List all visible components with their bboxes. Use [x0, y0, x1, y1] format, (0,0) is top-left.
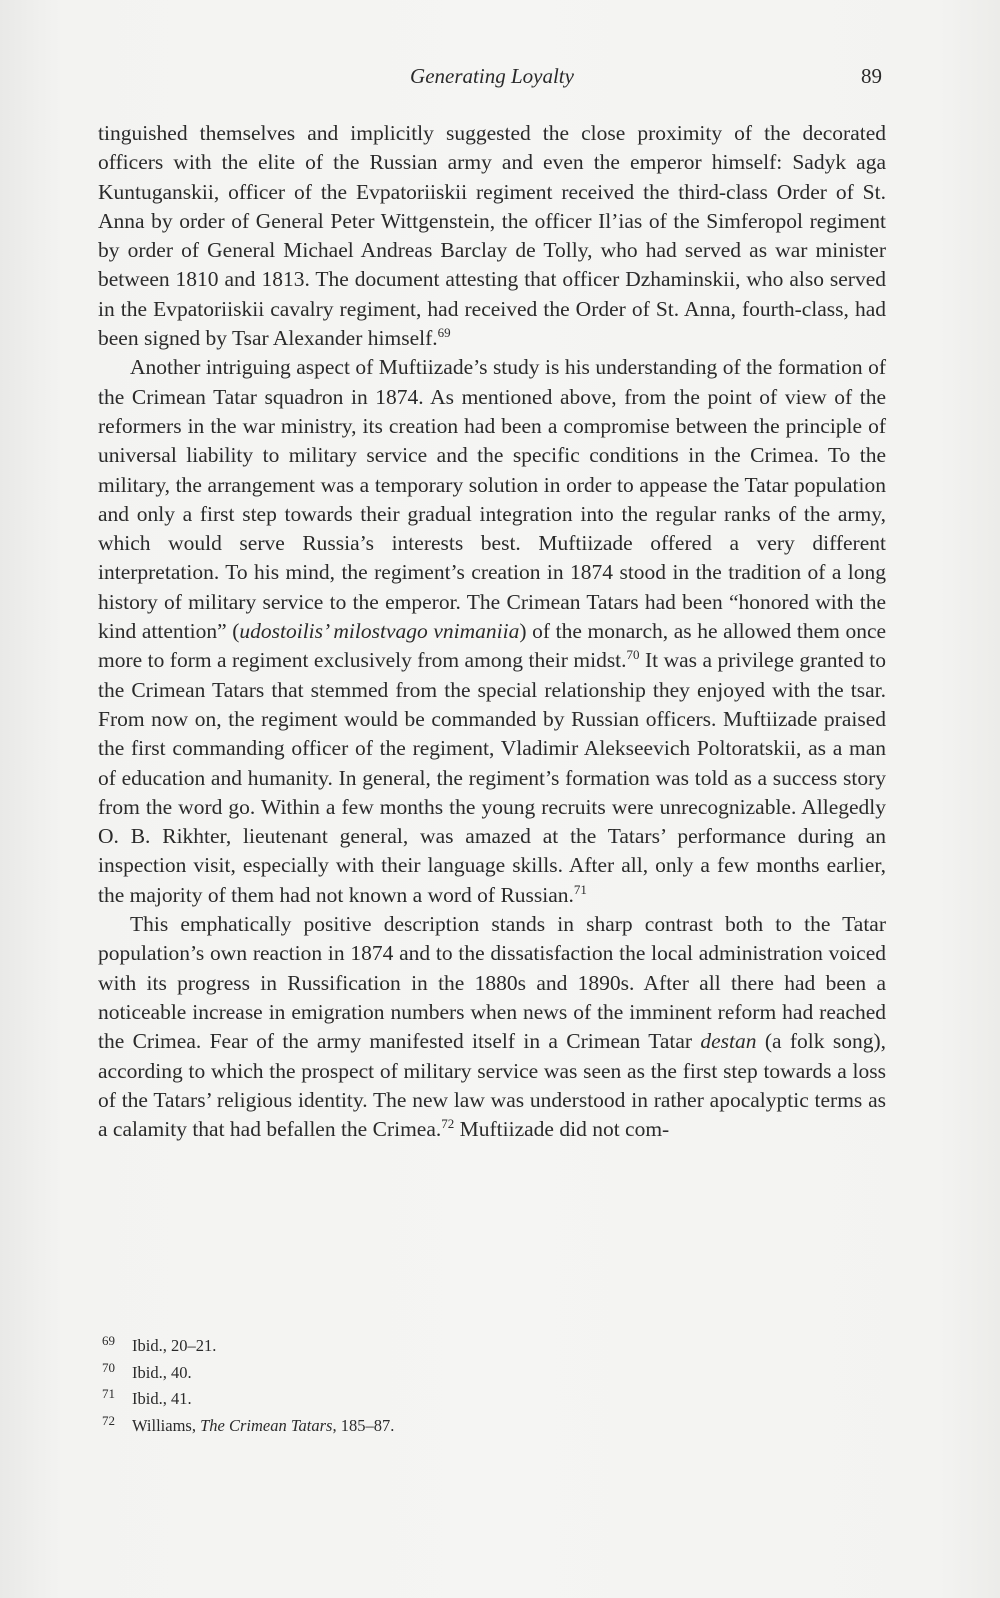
- paragraph: [98, 353, 886, 910]
- italic-text: destan: [700, 1029, 757, 1054]
- text-run: Another intriguing aspect of Muftiizade’s study is his understanding of the formation of the Crimean Tatar squadron in 1874. As mentioned above, from the point of view of the reformers in the war ministry, its creation had been a compromise between the principle of universal liability to military service and the specific conditions in the Crimea. To the military, the arrangement was a temporary solution in order to appease the Tatar population and only a first step towards their gradual integration into the regular ranks of the army, which would serve Russia’s interests best. Muftiizade offered a very different interpretation. To his mind, the regiment’s creation in 1874 stood in the tradition of a long history of military service to the emperor. The Crimean Tatars had been “honored with the kind attention” (: [98, 355, 886, 644]
- body-text: [98, 119, 886, 1144]
- text-run: This emphatically positive description stands in sharp contrast both to the Tatar population’s own reaction in 1874 and to the dissatisfaction the local administration voiced with its progress in Russification in the 1880s and 1890s. After all there had been a noticeable increase in emigration numbers when news of the imminent reform had reached the Crimea. Fear of the army manifested itself in a Crimean Tatar: [98, 912, 886, 1054]
- footnote: [102, 1413, 882, 1440]
- footnote-text: [132, 1360, 882, 1387]
- paragraph: [98, 910, 886, 1144]
- footnote-number: 71: [102, 1386, 115, 1402]
- footnote-ref: 70: [626, 647, 640, 663]
- text-run: Ibid., 41.: [132, 1389, 192, 1409]
- footnote: [102, 1333, 882, 1360]
- footnote-ref: 72: [441, 1116, 455, 1132]
- text-run: Ibid., 40.: [132, 1362, 192, 1382]
- footnote-text: [132, 1386, 882, 1413]
- text-run: It was a privilege granted to the Crimean Tatars that stemmed from the special relationship they enjoyed with the tsar. From now on, the regiment would be commanded by Russian officers. Muftiizade praised the first commanding officer of the regiment, Vladimir Alekseevich Poltoratskii, as a man of education and humanity. In general, the regiment’s formation was told as a success story from the word go. Within a few months the young recruits were unrecognizable. Allegedly O. B. Rikhter, lieutenant general, was amazed at the Tatars’ performance during an inspection visit, especially with their language skills. After all, only a few months earlier, the majority of them had not known a word of Russian.: [98, 648, 886, 907]
- text-run: Williams,: [132, 1415, 201, 1435]
- italic-text: The Crimean Tatars: [200, 1415, 333, 1435]
- text-run: , 185–87.: [332, 1415, 395, 1435]
- italic-text: udostoilis’ milostvago vnimaniia: [239, 619, 520, 644]
- running-head: [98, 60, 886, 94]
- footnote-ref: 69: [437, 325, 451, 341]
- footnote-number: 69: [102, 1333, 115, 1348]
- footnote-ref: 71: [573, 881, 587, 897]
- paragraph: [98, 119, 886, 353]
- footnote: [102, 1360, 882, 1387]
- text-run: ) of the monarch, as he allowed them once more to form a regiment exclusively from among their midst.: [98, 619, 887, 673]
- footnote-text: [132, 1413, 882, 1440]
- text-run: Ibid., 20–21.: [132, 1336, 217, 1355]
- footnote-text: [132, 1333, 882, 1360]
- text-run: Muftiizade did not com-: [454, 1117, 670, 1142]
- footnote-number: 70: [102, 1359, 115, 1375]
- footnote: [102, 1386, 882, 1413]
- footnotes: [102, 1333, 882, 1439]
- footnote-number: 72: [102, 1412, 115, 1428]
- running-title: Generating Loyalty: [410, 64, 574, 88]
- text-run: (a folk song), according to which the prospect of military service was seen as the first step towards a loss of the Tatars’ religious identity. The new law was understood in rather apocalyptic terms as a calamity that had befallen the Crimea.: [98, 1029, 886, 1142]
- page-number: 89: [861, 64, 882, 88]
- text-run: tinguished themselves and implicitly suggested the close proximity of the decorated officers with the elite of the Russian army and even the emperor himself: Sadyk aga Kuntuganskii, officer of the Evpatoriiskii regiment received the third-class Order of St. Anna by order of General Peter Wittgenstein, the officer Il’ias of the Simferopol regiment by order of General Michael Andreas Barclay de Tolly, who had served as war minister between 1810 and 1813. The document attesting that officer Dzhaminskii, who also served in the Evpatoriiskii cavalry regiment, had received the Order of St. Anna, fourth-class, had been signed by Tsar Alexander himself.: [98, 121, 886, 351]
